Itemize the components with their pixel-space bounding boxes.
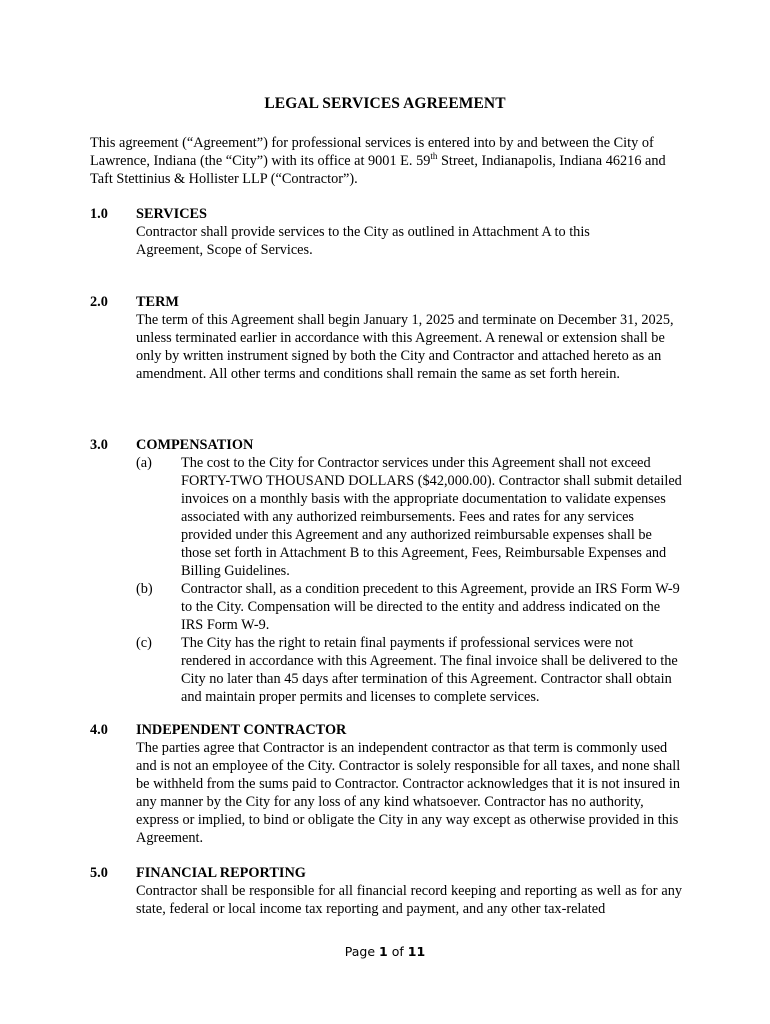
section-heading: TERM [136,294,179,310]
page-footer [0,944,770,959]
page-word: Page [344,944,376,959]
of-word: of [391,944,404,959]
section-number: 5.0 [90,865,108,881]
section-text: The parties agree that Contractor is an independent contractor as that term is commonly used and is not an employee of the City. Contractor is solely responsible for all taxes, and none shall be withheld from the sums paid to Contractor. Contractor acknowledges that it is not insured in any manner by the City for any loss of any kind whatsoever. Contractor has no authority, express or implied, to bind or obligate the City in any way except as otherwise provided in this Agreement. [136,740,681,846]
subsection-b [136,580,682,634]
document-title: LEGAL SERVICES AGREEMENT [264,95,506,112]
section-number: 1.0 [90,206,108,222]
section-text: Contractor shall be responsible for all financial record keeping and reporting as well as for any state, federal or local income tax reporting and payment, and any other tax-related [136,883,682,917]
subsection-label: (a) [136,455,152,471]
intro-paragraph [90,134,690,188]
subsection-label: (c) [136,635,152,651]
subsection-text: Contractor shall, as a condition precedent to this Agreement, provide an IRS Form W-9 to the City. Compensation will be directed to the entity and address indicated on the IRS Form W-9. [181,581,680,633]
section-heading: SERVICES [136,206,208,222]
page-number: 1 [379,944,388,959]
section-number: 4.0 [90,722,108,738]
subsection-label: (b) [136,581,153,597]
intro-text-part1: This agreement (“Agreement”) for professional services is entered into by and between the City of Lawrence, Indiana (the “City”) with its office at 9001 E. 59 [90,135,654,169]
subsection-c [136,634,682,706]
intro-text-part2: Street, Indianapolis, Indiana 46216 and Taft Stettinius & Hollister LLP (“Contractor”). [90,153,666,187]
section-text: Contractor shall provide services to the City as outlined in Attachment A to this Agreement, Scope of Services. [136,224,590,258]
subsection-text: The City has the right to retain final payments if professional services were not rendered in accordance with this Agreement. The final invoice shall be delivered to the City no later than 45 days after termination of this Agreement. Contractor shall obtain and maintain proper permits and licenses to complete services. [181,635,678,705]
section-heading: FINANCIAL REPORTING [136,865,306,881]
section-heading: COMPENSATION [136,437,254,453]
section-number: 2.0 [90,294,108,310]
section-heading: INDEPENDENT CONTRACTOR [136,722,347,738]
section-number: 3.0 [90,437,108,453]
subsection-a [136,454,682,580]
intro-superscript: th [430,151,438,162]
page-total: 11 [407,944,426,959]
subsection-text: The cost to the City for Contractor services under this Agreement shall not exceed FORTY-TWO THOUSAND DOLLARS ($42,000.00). Contractor shall submit detailed invoices on a monthly basis with the appropriate documentation to validate expenses associated with any authorized reimbursements. Fees and rates for any services provided under this Agreement and any authorized reimbursable expenses shall be those set forth in Attachment B to this Agreement, Fees, Reimbursable Expenses and Billing Guidelines. [181,455,682,579]
section-text: The term of this Agreement shall begin January 1, 2025 and terminate on December 31, 2025, unless terminated earlier in accordance with this Agreement. A renewal or extension shall be only by written instrument signed by both the City and Contractor and attached hereto as an amendment. All other terms and conditions shall remain the same as set forth herein. [136,312,674,382]
